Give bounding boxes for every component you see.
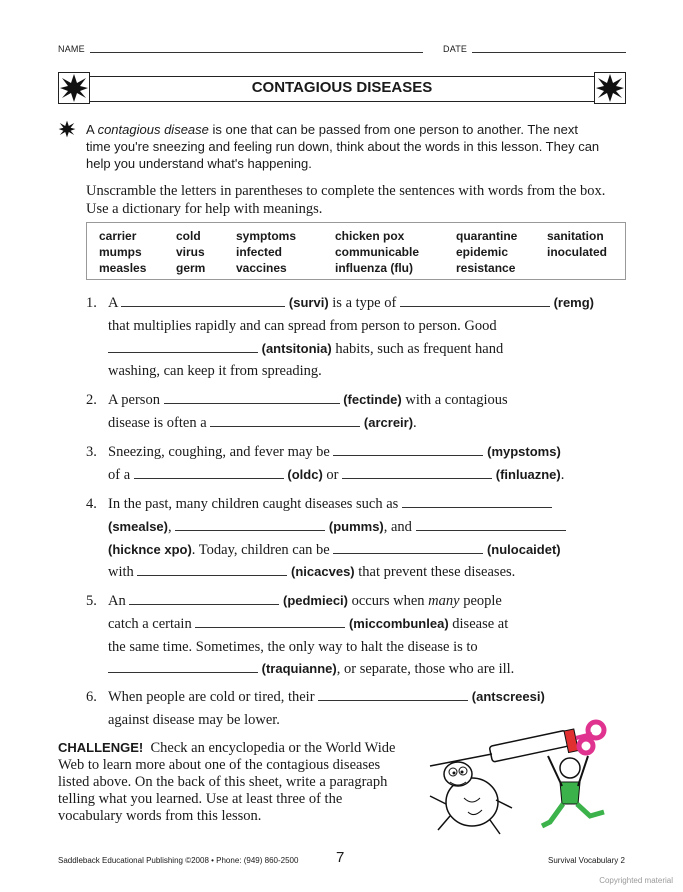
left-star-box [58, 72, 90, 104]
star-icon [59, 73, 89, 103]
answer-blank[interactable] [175, 516, 325, 531]
question-4: 4. In the past, many children caught diseases such as (smealse), (pumms), and (hicknce xpo). Today, children can be (nulocaidet) with (nicacves) that prevent these diseases. [86, 493, 626, 584]
answer-blank[interactable] [195, 613, 345, 628]
answer-blank[interactable] [137, 561, 287, 576]
answer-blank[interactable] [402, 493, 552, 508]
answer-blank[interactable] [121, 292, 285, 307]
question-6: 6. When people are cold or tired, their (antscreesi) against disease may be lower. [86, 686, 626, 732]
doctor-figure-icon [542, 756, 604, 826]
question-2: 2. A person (fectinde) with a contagious disease is often a (arcreir). [86, 389, 626, 435]
page-title: CONTAGIOUS DISEASES [251, 79, 433, 96]
germ-creature-icon [430, 762, 512, 834]
intro-term: contagious disease [97, 122, 209, 137]
answer-blank[interactable] [164, 389, 340, 404]
word-column-5: quarantine epidemic resistance [456, 229, 518, 275]
publisher-info: Saddleback Educational Publishing ©2008 • Phone: (949) 860-2500 [58, 856, 299, 865]
answer-blank[interactable] [318, 686, 468, 701]
answer-blank[interactable] [210, 412, 360, 427]
word-column-3: symptoms infected vaccines [236, 229, 297, 275]
syringe-icon [430, 722, 604, 766]
question-1: 1. A (survi) is a type of (remg) that multiplies rapidly and can spread from person to person. Good (antsitonia) habits, such as frequent hand washing, can keep it from spreading. [86, 292, 626, 383]
answer-blank[interactable] [342, 464, 492, 479]
answer-blank[interactable] [400, 292, 550, 307]
copyright-watermark: Copyrighted material [599, 876, 673, 885]
answer-blank[interactable] [129, 590, 279, 605]
name-line[interactable] [90, 52, 423, 53]
date-label: DATE [443, 44, 468, 54]
word-column-4: chicken pox communicable influenza (flu) [335, 229, 420, 275]
series-title: Survival Vocabulary 2 [548, 856, 625, 865]
word-column-2: cold virus germ [176, 229, 206, 275]
star-icon [595, 73, 625, 103]
word-column-1: carrier mumps measles [99, 229, 147, 275]
title-band [58, 76, 626, 102]
question-3: 3. Sneezing, coughing, and fever may be (mypstoms) of a (oldc) or (finluazne). [86, 441, 626, 487]
right-star-box [594, 72, 626, 104]
challenge-label: CHALLENGE! [58, 740, 144, 755]
answer-blank[interactable] [108, 338, 258, 353]
answer-blank[interactable] [416, 516, 566, 531]
bullet-star-icon [58, 120, 76, 138]
answer-blank[interactable] [333, 539, 483, 554]
answer-blank[interactable] [134, 464, 284, 479]
answer-blank[interactable] [333, 441, 483, 456]
question-5: 5. An (pedmieci) occurs when many people catch a certain (miccombunlea) disease at the same time. Sometimes, the only way to halt the disease is to (traquianne), or separate, those who are ill. [86, 590, 626, 681]
name-label: NAME [58, 44, 85, 54]
challenge-paragraph: CHALLENGE! Check an encyclopedia or the World Wide Web to learn more about one of the contagious diseases listed above. On the back of this sheet, write a paragraph telling what you learned. Use at least three of the vocabulary words from this lesson. [58, 740, 396, 824]
cartoon-illustration [420, 712, 630, 842]
page-number: 7 [336, 849, 345, 866]
date-line[interactable] [472, 52, 626, 53]
intro-paragraph: A contagious disease is one that can be passed from one person to another. The next time you're sneezing and feeling run down, think about the words in this lesson. They can help you understand what's happening. [86, 122, 600, 171]
word-box [86, 222, 626, 280]
word-column-6: sanitation inoculated [547, 229, 608, 259]
answer-blank[interactable] [108, 658, 258, 673]
instructions: Unscramble the letters in parentheses to complete the sentences with words from the box. Use a dictionary for help with meanings. [86, 183, 606, 217]
